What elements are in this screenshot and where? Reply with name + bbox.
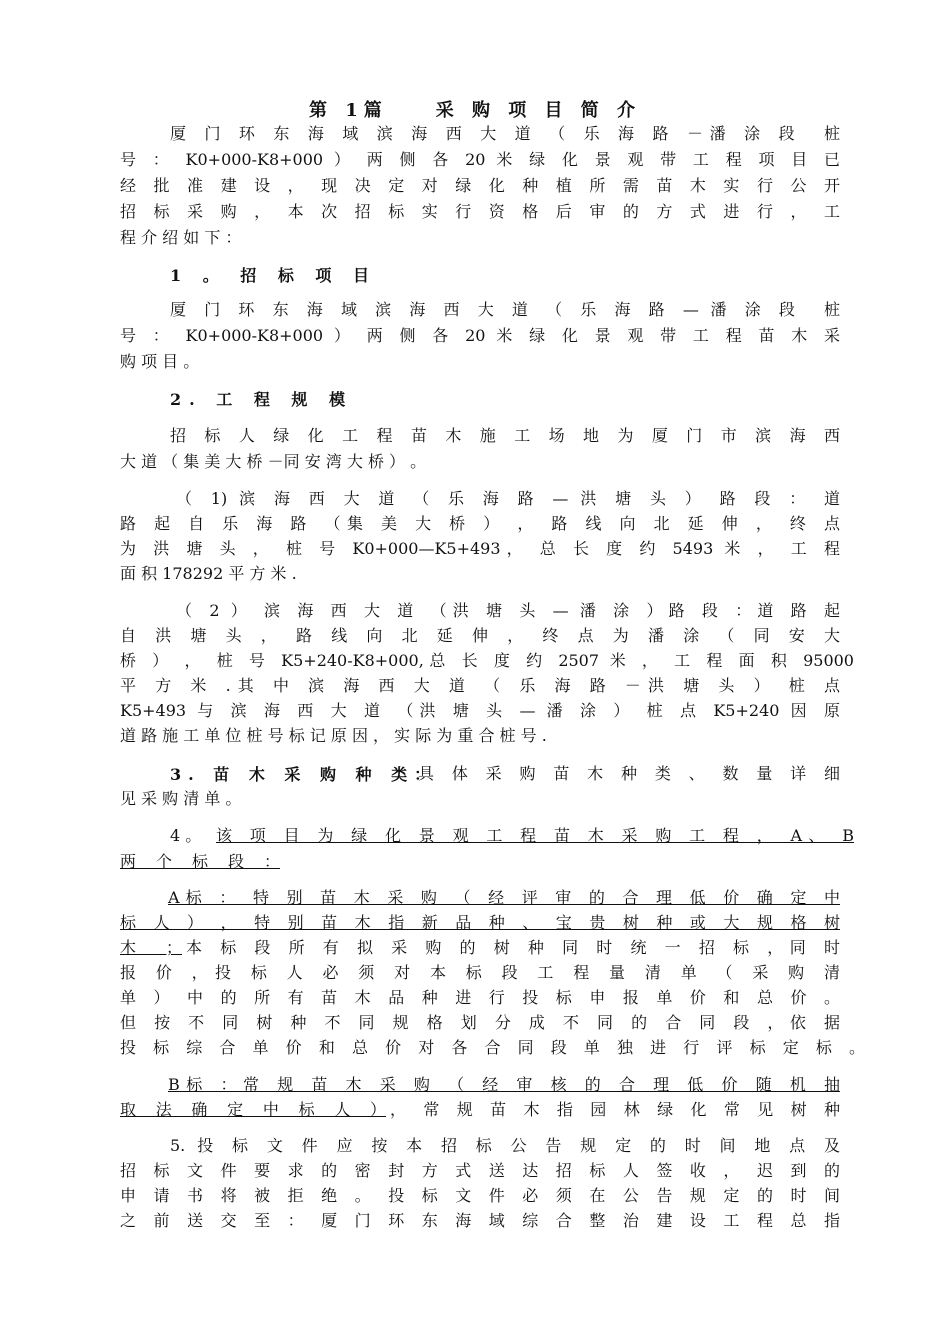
section-1-line: 厦 门 环 东 海 域 滨 海 西 大 道 （ 乐 海 路 — 潘 涂 段 桩 xyxy=(170,300,840,319)
section-heading-3: 3. 苗 木 采 购 种 类： xyxy=(170,765,438,784)
intro-line: 经 批 准 建 设 ， 现 决 定 对 绿 化 种 植 所 需 苗 木 实 行 公 开 xyxy=(120,176,840,195)
lot-b-line: B标 ：常 规 苗 木 采 购 （ 经 审 核 的 合 理 低 价 随 机 抽 xyxy=(168,1075,840,1094)
section-5-line: 5. 投 标 文 件 应 按 本 招 标 公 告 规 定 的 时 间 地 点 及 xyxy=(170,1136,840,1155)
section-3-line: 见 采 购 清 单 。 xyxy=(120,789,242,808)
section-2b-line: 桥 ） ， 桩 号 K5+240-K8+000,总 长 度 约 2507 米 ， 工 程 面 积 95000 xyxy=(120,651,854,670)
section-2-line: 大 道 （ 集 美 大 桥 －同 安 湾 大 桥 ） 。 xyxy=(120,452,427,471)
lot-b-line: 取 法 确 定 中 标 人 ） xyxy=(120,1100,386,1119)
section-2b-line: K5+493 与 滨 海 西 大 道 （洪 塘 头 — 潘 涂 ） 桩 点 K5+240 因 原 xyxy=(120,701,840,720)
section-4-number: 4 。 xyxy=(170,826,202,845)
section-3-line: 具 体 采 购 苗 木 种 类 、 数 量 详 细 xyxy=(418,764,840,783)
lot-a-line: 投 标 综 合 单 价 和 总 价 对 各 合 同 段 单 独 进 行 评 标 定 标 。 xyxy=(120,1038,865,1057)
section-2-line: 招 标 人 绿 化 工 程 苗 木 施 工 场 地 为 厦 门 市 滨 海 西 xyxy=(170,426,840,445)
section-2b-line: （ 2 ） 滨 海 西 大 道 （洪 塘 头 — 潘 涂 ）路 段 ：道 路 起 xyxy=(176,601,840,620)
section-heading-2: 2. 工 程 规 模 xyxy=(170,390,353,409)
section-2a-line: 为 洪 塘 头 ， 桩 号 K0+000—K5+493， 总 长 度 约 5493 米 ， 工 程 xyxy=(120,539,840,558)
section-4-line: 两 个 标 段 ： xyxy=(120,852,280,871)
section-heading-1: 1 。 招 标 项 目 xyxy=(170,266,377,285)
lot-a-line: 单 ） 中 的 所 有 苗 木 品 种 进 行 投 标 申 报 单 价 和 总 价 。 xyxy=(120,988,840,1007)
section-1-line: 购 项 目 。 xyxy=(120,352,200,371)
lot-a-line: 报 价 ，投 标 人 必 须 对 本 标 段 工 程 量 清 单 （ 采 购 清 xyxy=(120,963,840,982)
section-5-line: 之 前 送 交 至 ： 厦 门 环 东 海 域 综 合 整 治 建 设 工 程 总 指 xyxy=(120,1211,840,1230)
lot-a-line: 标 人 ） ， 特 别 苗 木 指 新 品 种 、 宝 贵 树 种 或 大 规 格 树 xyxy=(120,913,840,932)
section-2b-line: 道 路 施 工 单 位 桩 号 标 记 原 因 ， 实 际 为 重 合 桩 号 . xyxy=(120,726,547,745)
section-1-line: 号 ： K0+000-K8+000 ） 两 侧 各 20 米 绿 化 景 观 带 工 程 苗 木 采 xyxy=(120,326,840,345)
lot-a-line: 木 ； xyxy=(120,938,182,957)
section-2a-line: 面 积 178292 平 方 米 . xyxy=(120,564,297,583)
lot-a-line: 但 按 不 同 树 种 不 同 规 格 划 分 成 不 同 的 合 同 段 ，依 据 xyxy=(120,1013,840,1032)
lot-b-line: ， 常 规 苗 木 指 园 林 绿 化 常 见 树 种 xyxy=(390,1100,840,1119)
intro-line: 程 介 绍 如 下 ： xyxy=(120,228,242,247)
section-4-line: 该 项 目 为 绿 化 景 观 工 程 苗 木 采 购 工 程 ， A、 B xyxy=(216,826,854,845)
section-5-line: 招 标 文 件 要 求 的 密 封 方 式 送 达 招 标 人 签 收 ， 迟 到 的 xyxy=(120,1161,840,1180)
lot-a-line: 本 标 段 所 有 拟 采 购 的 树 种 同 时 统 一 招 标 ，同 时 xyxy=(186,938,840,957)
lot-a-line: A标 ： 特 别 苗 木 采 购 （ 经 评 审 的 合 理 低 价 确 定 中 xyxy=(168,888,840,907)
section-5-line: 申 请 书 将 被 拒 绝 。 投 标 文 件 必 须 在 公 告 规 定 的 时 间 xyxy=(120,1186,840,1205)
section-2b-line: 自 洪 塘 头 ， 路 线 向 北 延 伸 ， 终 点 为 潘 涂 （ 同 安 大 xyxy=(120,626,840,645)
intro-line: 厦 门 环 东 海 域 滨 海 西 大 道 （ 乐 海 路 －潘 涂 段 桩 xyxy=(170,124,840,143)
intro-line: 招 标 采 购 ， 本 次 招 标 实 行 资 格 后 审 的 方 式 进 行 ， 工 xyxy=(120,202,840,221)
section-2b-line: 平 方 米 .其 中 滨 海 西 大 道 （ 乐 海 路 －洪 塘 头 ） 桩 点 xyxy=(120,676,840,695)
section-2a-line: 路 起 自 乐 海 路 （集 美 大 桥 ） ， 路 线 向 北 延 伸 ， 终 点 xyxy=(120,514,840,533)
page-title: 第 1篇 采 购 项 目 简 介 xyxy=(308,100,642,121)
section-2a-line: （ 1) 滨 海 西 大 道 （ 乐 海 路 — 洪 塘 头 ） 路 段 ： 道 xyxy=(176,489,840,508)
intro-line: 号 ： K0+000-K8+000 ） 两 侧 各 20 米 绿 化 景 观 带 工 程 项 目 已 xyxy=(120,150,840,169)
